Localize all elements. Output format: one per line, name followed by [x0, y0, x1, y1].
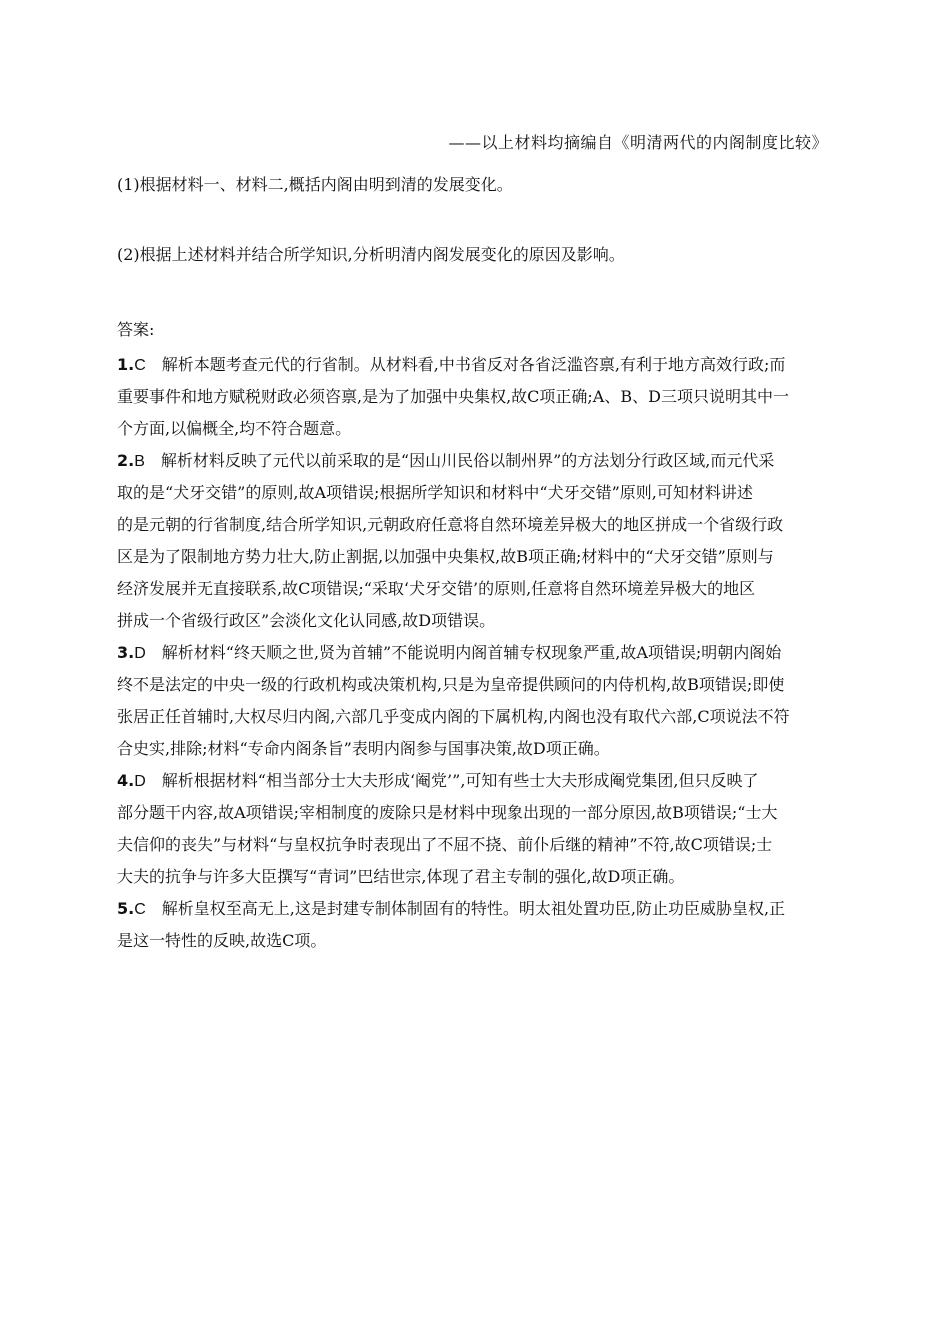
question-2: (2)根据上述材料并结合所学知识,分析明清内阁发展变化的原因及影响。 — [117, 245, 625, 264]
answer-choice: D — [134, 645, 146, 662]
answer-number: 1. — [117, 355, 135, 374]
answer-line: 解析材料“终天顺之世,贤为首辅”不能说明内阁首辅专权现象严重,故A项错误;明朝内阁始 — [161, 643, 782, 662]
answer-line: 重要事件和地方赋税财政必须咨禀,是为了加强中央集权,故C项正确;A、B、D三项只说明其中一 — [117, 387, 789, 406]
answer-item-5 — [117, 893, 833, 957]
answer-line: 是这一特性的反映,故选C项。 — [117, 931, 327, 950]
answer-number: 5. — [117, 899, 135, 918]
answer-choice: C — [134, 901, 146, 918]
answer-number: 4. — [117, 771, 135, 790]
answer-number: 3. — [117, 643, 135, 662]
answer-line: 取的是“犬牙交错”的原则,故A项错误;根据所学知识和材料中“犬牙交错”原则,可知材料讲述 — [117, 483, 753, 502]
answer-item-2 — [117, 445, 833, 637]
answer-line: 解析根据材料“相当部分士大夫形成‘阉党’”,可知有些士大夫形成阉党集团,但只反映了 — [161, 771, 759, 790]
answer-line: 个方面,以偏概全,均不符合题意。 — [117, 419, 352, 438]
source-citation: ——以上材料均摘编自《明清两代的内阁制度比较》 — [448, 133, 828, 152]
answer-choice: D — [134, 773, 146, 790]
answer-label: 答案: — [117, 320, 155, 339]
answer-item-4 — [117, 765, 833, 893]
answer-line: 张居正任首辅时,大权尽归内阁,六部几乎变成内阁的下属机构,内阁也没有取代六部,C项说法不符 — [117, 707, 790, 726]
question-1: (1)根据材料一、材料二,概括内阁由明到清的发展变化。 — [117, 175, 513, 194]
answer-line: 大夫的抗争与许多大臣撰写“青词”巴结世宗,体现了君主专制的强化,故D项正确。 — [117, 867, 685, 886]
answer-number: 2. — [117, 451, 135, 470]
answer-line: 解析皇权至高无上,这是封建专制体制固有的特性。明太祖处置功臣,防止功臣威胁皇权,正 — [161, 899, 786, 918]
answer-list — [117, 349, 833, 957]
answer-line: 经济发展并无直接联系,故C项错误;“采取‘犬牙交错’的原则,任意将自然环境差异极大的地区 — [117, 579, 756, 598]
answer-choice: B — [134, 453, 145, 470]
answer-item-3 — [117, 637, 833, 765]
answer-line: 合史实,排除;材料“专命内阁条旨”表明内阁参与国事决策,故D项正确。 — [117, 739, 610, 758]
answer-choice: C — [134, 357, 146, 374]
answer-line: 终不是法定的中央一级的行政机构或决策机构,只是为皇帝提供顾问的内侍机构,故B项错误;即使 — [117, 675, 785, 694]
answer-line: 拼成一个省级行政区”会淡化文化认同感,故D项错误。 — [117, 611, 496, 630]
answer-line: 的是元朝的行省制度,结合所学知识,元朝政府任意将自然环境差异极大的地区拼成一个省级行政 — [117, 515, 784, 534]
answer-line: 部分题干内容,故A项错误;宰相制度的废除只是材料中现象出现的一部分原因,故B项错误;“士大 — [117, 803, 778, 822]
answer-item-1 — [117, 349, 833, 445]
answer-line: 区是为了限制地方势力壮大,防止割据,以加强中央集权,故B项正确;材料中的“犬牙交错”原则与 — [117, 547, 774, 566]
answer-line: 夫信仰的丧失”与材料“与皇权抗争时表现出了不屈不挠、前仆后继的精神”不符,故C项错误;士 — [117, 835, 773, 854]
answer-line: 解析本题考查元代的行省制。从材料看,中书省反对各省泛滥咨禀,有利于地方高效行政;而 — [161, 355, 786, 374]
answer-line: 解析材料反映了元代以前采取的是“因山川民俗以制州界”的方法划分行政区域,而元代采 — [160, 451, 775, 470]
